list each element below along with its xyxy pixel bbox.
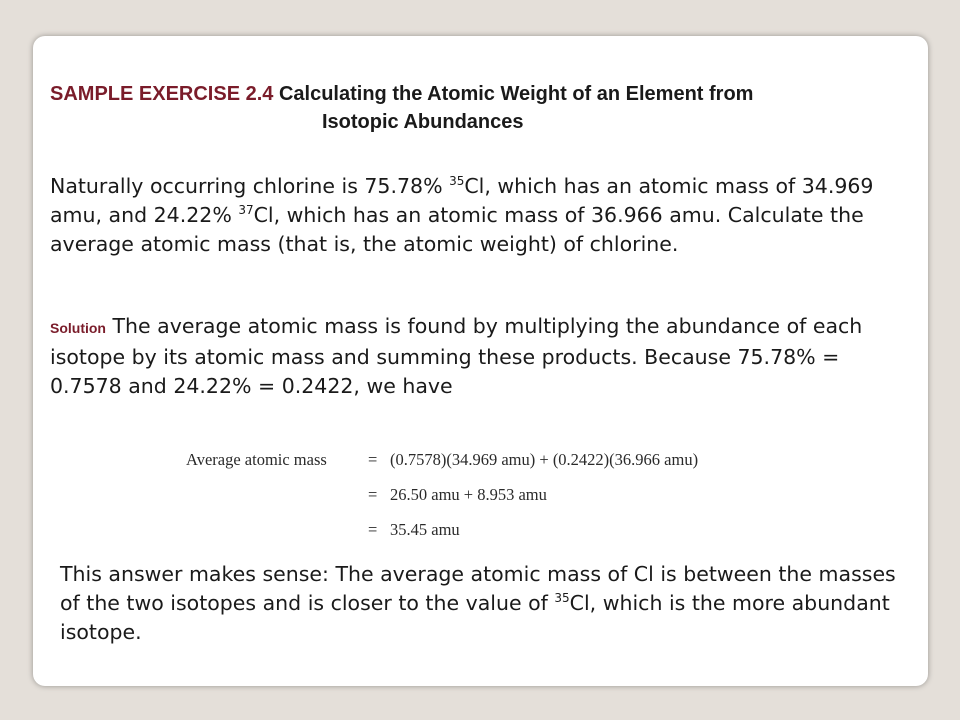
isotope-mass-number-37: 37 <box>238 203 254 217</box>
conclusion-text-part2: Cl, which is the more abundant isotope. <box>60 591 890 644</box>
equals-sign: = <box>368 450 378 469</box>
exercise-label: SAMPLE EXERCISE 2.4 <box>50 83 274 105</box>
problem-text-part2: Cl, which has an atomic mass of 34.969 amu, and 24.22% <box>50 174 874 227</box>
problem-statement <box>50 172 900 259</box>
title-heading-line2: Isotopic Abundances <box>322 111 524 133</box>
solution-text: The average atomic mass is found by multiplying the abundance of each isotope by its atomic mass and summing these products. Because 75.78% = 0.7578 and 24.22% = 0.2422, we have <box>50 314 863 398</box>
equals-sign: = <box>368 485 378 504</box>
equation-line-2: 26.50 amu + 8.953 amu <box>390 485 547 504</box>
isotope-mass-number-35: 35 <box>449 174 465 188</box>
conclusion-text-part1: This answer makes sense: The average atomic mass of Cl is between the masses of the two isotopes and is closer to the value of <box>60 562 896 615</box>
equation-line-1: (0.7578)(34.969 amu) + (0.2422)(36.966 amu) <box>390 450 699 469</box>
isotope-mass-number-35: 35 <box>554 591 570 605</box>
slide-title <box>50 80 910 136</box>
conclusion-paragraph <box>60 560 910 647</box>
equals-sign: = <box>368 520 378 539</box>
equation-label: Average atomic mass <box>186 450 327 469</box>
solution-label: Solution <box>50 320 106 336</box>
solution-paragraph <box>50 312 910 401</box>
equation-line-3: 35.45 amu <box>390 520 460 539</box>
problem-text-part1: Naturally occurring chlorine is 75.78% <box>50 174 450 198</box>
title-heading-line1: Calculating the Atomic Weight of an Element from <box>278 83 754 105</box>
problem-text-part3: Cl, which has an atomic mass of 36.966 amu. Calculate the average atomic mass (that is, the atomic weight) of chlorine. <box>50 203 864 256</box>
